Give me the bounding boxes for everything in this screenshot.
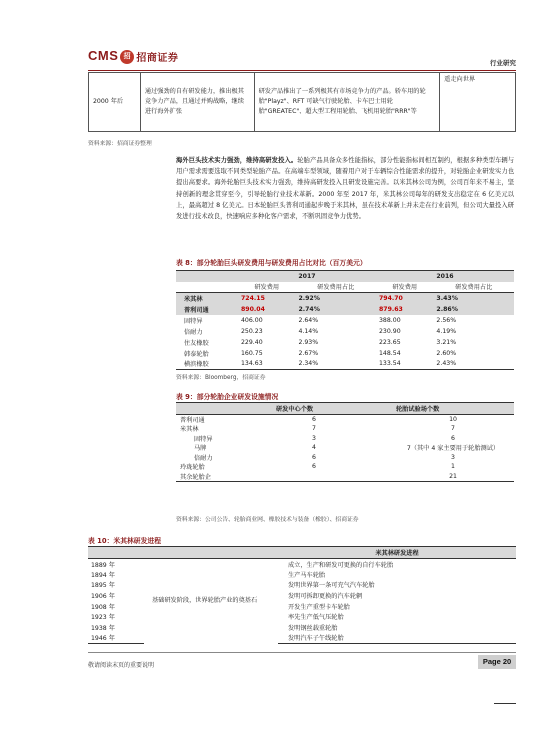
table8-col-header: 研发费用	[238, 282, 295, 293]
status-cell: 遥走向世界	[440, 73, 516, 132]
table9-title: 表 9：部分轮胎企业研发设施情况	[176, 393, 279, 401]
table8-year-2017: 2017	[238, 271, 376, 282]
year-cell: 1908 年	[91, 603, 115, 611]
rd-ratio-cell: 2.60%	[436, 349, 457, 357]
table9-header-row	[176, 403, 514, 415]
table-row	[176, 453, 514, 463]
rd-expense-cell: 148.54	[378, 349, 401, 357]
rd-ratio-cell: 2.92%	[295, 293, 376, 304]
rd-center-count-cell: 7	[312, 425, 316, 433]
table8-col-header: 研发费用占比	[295, 282, 376, 293]
table-row	[176, 337, 514, 348]
company-name-cell: 普利司通	[180, 417, 205, 424]
rd-expense-cell: 250.23	[241, 327, 263, 335]
rd-ratio-cell: 4.19%	[436, 327, 457, 335]
company-name-cell: 倍耐力	[194, 454, 213, 462]
event-cell: 开发生产重型卡车轮胎	[288, 603, 350, 611]
event-cell: 发明钢丝载重轮胎	[288, 624, 338, 632]
table-row	[176, 315, 514, 326]
test-site-count-cell: 7（其中 4 家主要用于轮胎测试）	[406, 445, 500, 453]
company-name-cell: 玲珑轮胎	[180, 464, 205, 472]
rd-expense-cell: 879.63	[376, 304, 433, 315]
test-site-count-cell: 1	[451, 463, 455, 471]
table-row	[89, 73, 516, 132]
test-site-count-cell: 6	[451, 434, 455, 442]
rd-ratio-cell: 2.74%	[295, 304, 376, 315]
rd-expense-cell: 134.63	[238, 359, 295, 370]
page-number: Page 20	[478, 655, 516, 669]
rd-ratio-cell: 4.14%	[298, 327, 319, 335]
header-divider	[88, 70, 516, 71]
table9-col-header: 研发中心个数	[272, 403, 392, 415]
rd-ratio-cell: 2.56%	[436, 316, 457, 324]
rd-expense-cell: 794.70	[376, 293, 433, 304]
rd-center-count-cell: 6	[312, 463, 316, 471]
rd-expense-cell: 890.04	[238, 304, 295, 315]
table10-header-blank	[88, 547, 144, 559]
test-site-count-cell: 3	[451, 453, 455, 461]
logo-chinese-name: 招商证券	[136, 53, 179, 65]
table-row	[176, 462, 514, 472]
year-cell: 1894 年	[91, 571, 115, 579]
table8-subheader-row	[176, 282, 514, 293]
rd-center-count-cell: 3	[312, 434, 316, 442]
stage-cell: 基础研发阶段，世界轮胎产业的奠基石	[152, 597, 258, 605]
table8-year-row	[176, 271, 514, 282]
event-cell: 发明汽车子午线轮胎	[278, 633, 516, 644]
rd-expense-cell: 223.65	[378, 338, 401, 346]
rd-center-count-cell: 4	[312, 444, 316, 452]
table-row	[176, 443, 514, 453]
table8-title: 表 8：部分轮胎巨头研发费用与研发费用占比对比（百万美元）	[176, 259, 367, 267]
paragraph-body: 轮胎产品具备众多性能指标，部分性能指标间相互制约，根据多种类型车辆与用户需求需要选取不同类型轮胎产品。在高端车型领域，随着用户对于车辆综合性能需求的提升，对轮胎企业研发实力也提出高要求。海外轮胎巨头技术实力强劲，维持高研发投入且研发设施完善。以米其林公司为例，公司百年来不易主，坚持创新的理念贯穿至今，引导轮胎行业技术革新。2000 年至 2017 年，米其林公司每年的研发支出稳定在 6 亿美元以上，最高超过 8 亿美元。日本轮胎巨头普利司通起步晚于米其林，虽在技术革新上并未走在行业前列，但公司大量投入研发进行技术改良，快速响应多种化客户需求，不断巩固竞争力优势。	[176, 157, 515, 221]
table-row	[176, 472, 514, 482]
table-row	[176, 415, 514, 425]
logo-text: CMS	[88, 48, 119, 63]
table8-source: 资料来源：Bloomberg，招商证券	[176, 375, 266, 381]
event-cell: 发明世界第一条可充气汽车轮胎	[288, 582, 375, 590]
event-cell: 率先生产低气压轮胎	[288, 614, 344, 622]
rd-expense-cell: 160.75	[241, 349, 263, 357]
company-logo	[88, 48, 178, 64]
year-cell: 1923 年	[91, 614, 115, 622]
details-cell: 研发产品推出了一系列极其有市场竞争力的产品。轿车用的轮胎"Playz"、RFT 可缺气行驶轮胎、卡车巴士用轮胎"GREATEC"、超大型工程用轮胎、飞机用轮胎"RRR"等	[254, 73, 440, 132]
rd-expense-cell: 724.15	[238, 293, 295, 304]
company-name-cell: 住友橡胶	[184, 339, 209, 347]
table-row	[88, 559, 516, 570]
table8-col-header: 研发费用占比	[433, 282, 514, 293]
rd-expense-cell: 133.54	[376, 359, 433, 370]
rd-expense-cell: 229.40	[241, 338, 263, 346]
table-row	[176, 293, 514, 304]
bottom-mark	[494, 703, 516, 704]
table9-source: 资料来源：公司公告、轮胎商业网、橡胶技术与装备（橡胶）、招商证券	[176, 517, 359, 523]
table10-title: 表 10：米其林研发进程	[88, 537, 161, 545]
test-site-count-cell: 21	[392, 472, 514, 482]
table8-subheader-blank	[176, 282, 238, 293]
company-name-cell: 米其林	[180, 426, 199, 434]
table10-header-row	[88, 547, 516, 559]
year-cell: 1938 年	[91, 624, 115, 632]
rd-expense-cell: 388.00	[378, 316, 401, 324]
top-table-source: 资料来源：招商证券整理	[88, 141, 152, 147]
table8	[176, 270, 514, 370]
rd-ratio-cell: 2.93%	[298, 338, 319, 346]
table9	[176, 402, 514, 482]
table9-col-header	[176, 403, 272, 415]
rd-center-count-cell: 6	[312, 416, 316, 423]
year-cell: 1895 年	[91, 582, 115, 590]
page-header	[88, 36, 516, 68]
paragraph-lead: 海外巨头技术实力强劲，维持高研发投入。	[176, 157, 298, 164]
rd-ratio-cell: 2.34%	[295, 359, 376, 370]
rd-ratio-cell: 2.67%	[298, 349, 319, 357]
table8-corner	[176, 271, 238, 282]
rd-center-count-cell	[272, 472, 392, 482]
rd-ratio-cell: 3.43%	[433, 293, 514, 304]
year-cell: 1889 年	[91, 561, 115, 569]
event-cell: 生产马车轮胎	[288, 571, 326, 579]
rd-ratio-cell: 2.64%	[298, 316, 319, 324]
table-row	[176, 359, 514, 370]
table-row	[176, 304, 514, 315]
table10-header-blank	[144, 547, 278, 559]
company-name-cell: 固特异	[184, 317, 203, 325]
company-name-cell: 固特异	[194, 435, 213, 443]
company-name-cell: 米其林	[176, 293, 238, 304]
company-name-cell: 横滨橡胶	[176, 359, 238, 370]
test-site-count-cell: 7	[451, 425, 455, 433]
section-label: 行业研究	[490, 59, 516, 67]
strategy-cell: 通过强劲的自有研发能力，推出极其竞争力产品，且通过并购战略，继续进行海外扩张	[140, 73, 254, 132]
rd-ratio-cell: 3.21%	[436, 338, 457, 346]
year-cell: 1906 年	[91, 593, 115, 601]
event-cell: 发明可拆卸更换的汽车轮辋	[288, 593, 363, 601]
table9-col-header: 轮胎试验场个数	[392, 403, 514, 415]
table8-year-2016: 2016	[376, 271, 514, 282]
table-row	[176, 348, 514, 359]
footer-disclaimer: 敬请阅读末页的重要说明	[88, 662, 155, 669]
rd-expense-cell: 406.00	[241, 316, 263, 324]
rd-ratio-cell: 2.43%	[433, 359, 514, 370]
company-name-cell: 倍耐力	[184, 328, 203, 336]
year-cell: 2000 年后	[89, 73, 141, 132]
rd-expense-cell: 230.90	[378, 327, 401, 335]
footer-divider	[88, 652, 516, 653]
test-site-count-cell: 10	[449, 416, 457, 423]
event-cell: 成立，生产和研发可更换的自行车轮胎	[288, 561, 394, 569]
body-paragraph	[176, 155, 514, 222]
rd-ratio-cell: 2.86%	[433, 304, 514, 315]
table8-col-header: 研发费用	[376, 282, 433, 293]
company-name-cell: 马牌	[194, 445, 207, 453]
company-name-cell: 普利司通	[176, 304, 238, 315]
company-name-cell: 其余轮胎企	[176, 472, 272, 482]
table-row	[176, 434, 514, 444]
table10	[88, 546, 516, 644]
year-cell: 1946 年	[88, 633, 144, 644]
table-row	[176, 326, 514, 337]
rd-center-count-cell: 6	[312, 453, 316, 461]
company-name-cell: 韩泰轮胎	[184, 350, 209, 358]
table10-header: 米其林研发进程	[278, 547, 516, 559]
top-table-fragment	[88, 72, 516, 132]
logo-badge-icon: 招	[120, 50, 134, 64]
table-row	[176, 424, 514, 434]
